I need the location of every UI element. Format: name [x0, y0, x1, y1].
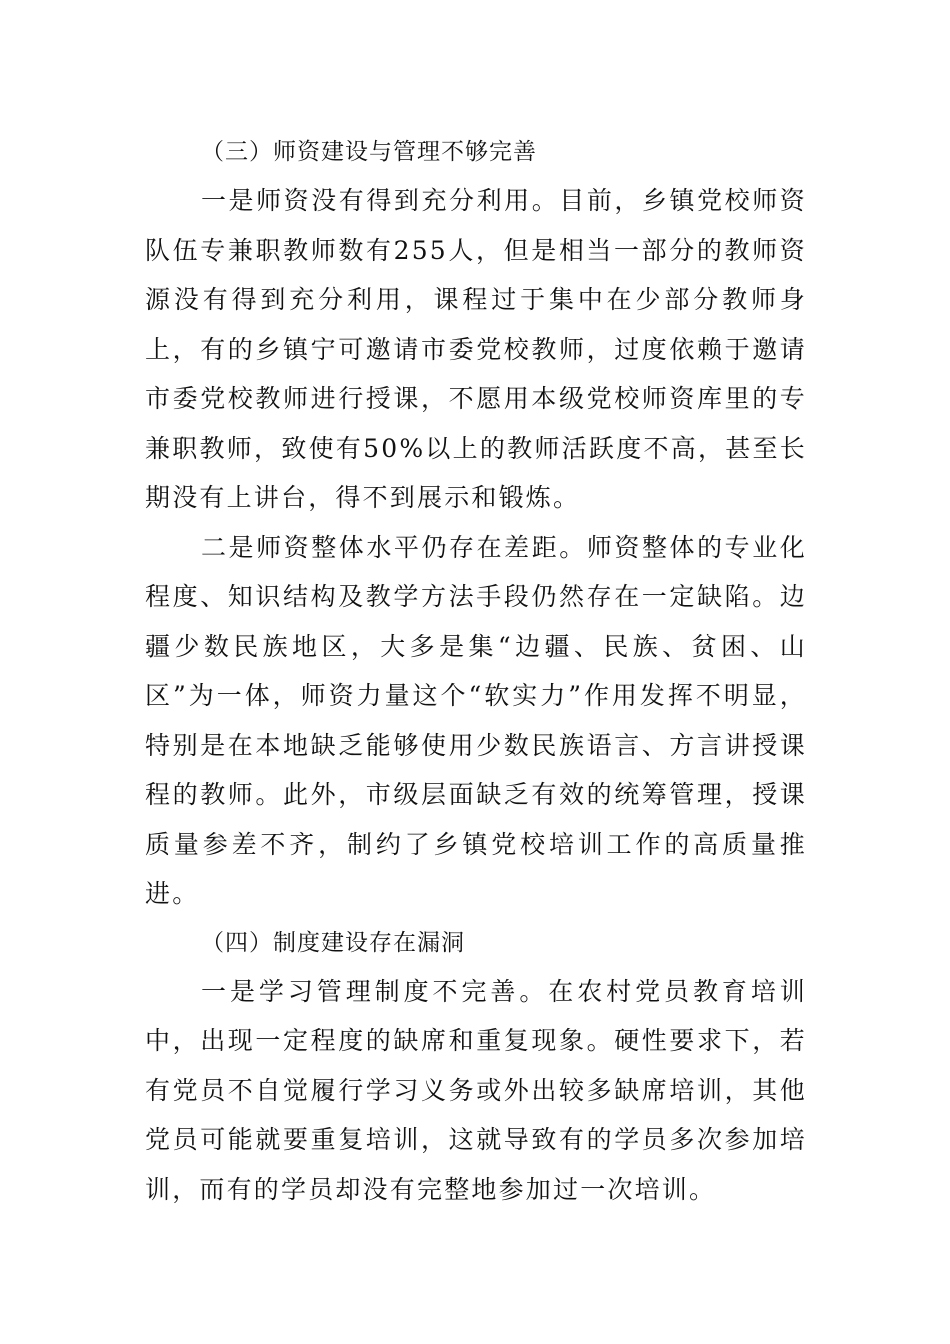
paragraph-study-management: 一是学习管理制度不完善。在农村党员教育培训中，出现一定程度的缺席和重复现象。硬性要求下，若有党员不自觉履行学习义务或外出较多缺席培训，其他党员可能就要重复培训，这就导致有的学员多次参加培训，而有的学员却没有完整地参加过一次培训。 [145, 976, 807, 1204]
document-body [145, 128, 807, 1214]
paragraph-teacher-quality: 二是师资整体水平仍存在差距。师资整体的专业化程度、知识结构及教学方法手段仍然存在一定缺陷。边疆少数民族地区，大多是集“边疆、民族、贫困、山区”为一体，师资力量这个“软实力”作用发挥不明显，特别是在本地缺乏能够使用少数民族语言、方言讲授课程的教师。此外，市级层面缺乏有效的统筹管理，授课质量参差不齐，制约了乡镇党校培训工作的高质量推进。 [145, 532, 807, 908]
section-heading-3: （三）师资建设与管理不够完善 [201, 139, 537, 165]
paragraph-teacher-utilization: 一是师资没有得到充分利用。目前，乡镇党校师资队伍专兼职教师数有255人，但是相当一部分的教师资源没有得到充分利用，课程过于集中在少部分教师身上，有的乡镇宁可邀请市委党校教师，过度依赖于邀请市委党校教师进行授课，不愿用本级党校师资库里的专兼职教师，致使有50%以上的教师活跃度不高，甚至长期没有上讲台，得不到展示和锻炼。 [145, 186, 807, 512]
section-heading-4: （四）制度建设存在漏洞 [201, 929, 465, 956]
